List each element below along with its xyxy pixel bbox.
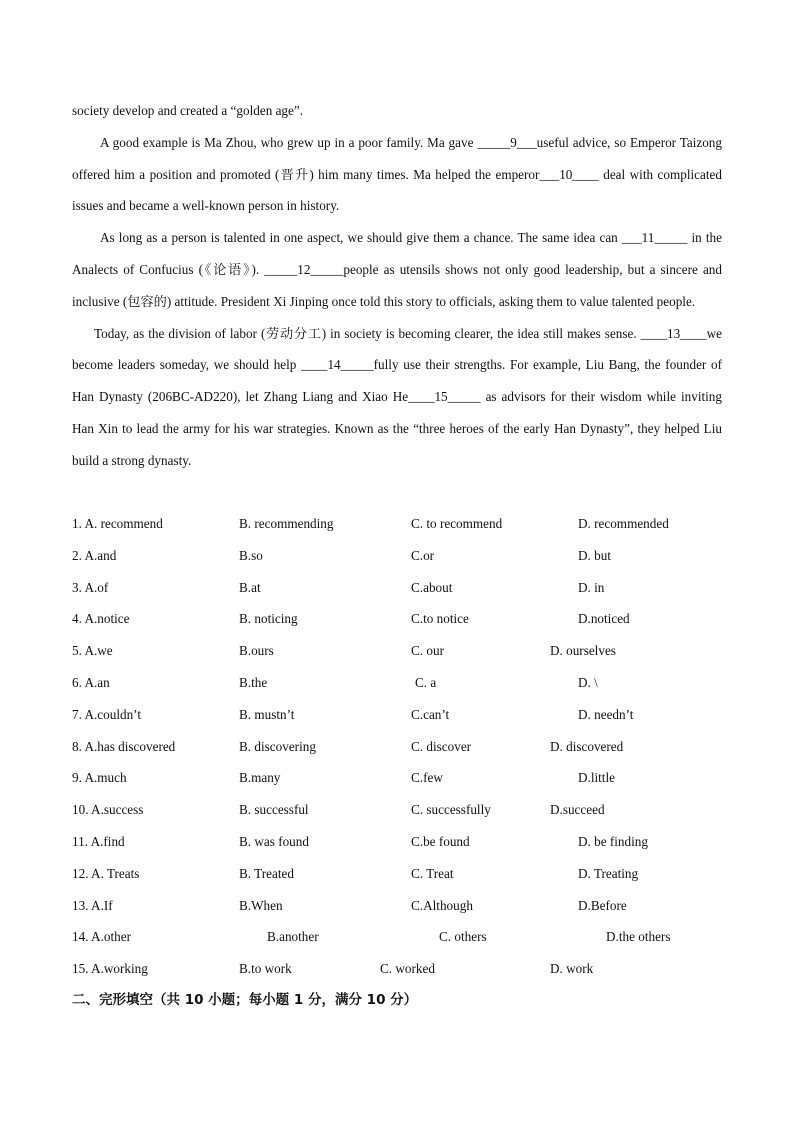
option-a: 5. A.we [72,643,113,659]
option-c: C. to recommend [411,516,503,531]
option-a: 8. A.has discovered [72,738,176,754]
option-b: B.many [239,770,281,786]
option-b: B.at [239,579,261,595]
option-b: B. noticing [239,611,298,627]
option-b: B. successful [239,802,309,818]
option-c: C.about [411,579,453,595]
option-b: B. recommending [239,516,334,531]
option-c: C.or [411,547,435,563]
option-b: B. Treated [239,865,294,881]
option-b: B. was found [239,833,309,849]
option-c: C. successfully [411,802,491,818]
option-a: 1. A. recommend [72,516,163,531]
option-c: C.can’t [411,706,450,722]
section-title: 二、完形填空（共 10 小题；每小题 1 分，满分 10 分） [72,992,418,1008]
question-row [72,508,732,540]
option-a: 7. A.couldn’t [72,706,141,722]
option-d: D.noticed [578,611,630,627]
option-c: C.to notice [411,611,469,627]
paragraph-2: A good example is Ma Zhou, who grew up in a poor family. Ma gave _____9___useful advice, so Emperor Taizong offered him a position and promoted (晋升) him many times. Ma helped the emperor___10____ deal with complicated issues and became a well-known person in history. [72,134,722,214]
question-row [72,826,732,858]
option-c: C. others [439,929,487,945]
option-a: 13. A.If [72,897,113,913]
question-row [72,858,732,890]
option-d: D.Before [578,897,627,913]
option-d: D.succeed [550,802,605,818]
options-list [72,508,732,985]
option-b: B.When [239,897,283,913]
option-d: D. work [550,961,594,977]
question-row [72,762,732,794]
option-c: C. our [411,643,444,659]
option-b: B. discovering [239,738,316,754]
option-b: B.ours [239,643,274,659]
option-a: 14. A.other [72,929,131,945]
option-d: D. \ [578,674,598,690]
option-a: 9. A.much [72,770,127,786]
paragraph-3: As long as a person is talented in one aspect, we should give them a chance. The same idea can ___11_____ in the Analects of Confucius (《论语》). _____12_____people as utensils shows not only good leadership, but a sincere and inclusive (包容的) attitude. President Xi Jinping once told this story to officials, asking them to value talented people. [72,230,722,309]
option-d: D.little [578,770,615,786]
option-b: B. mustn’t [239,706,295,722]
option-d: D. discovered [550,738,624,754]
paragraph-1-tail: society develop and created a “golden age”. [72,103,304,118]
option-c: C. discover [411,738,472,754]
option-a: 2. A.and [72,547,117,563]
option-d: D. but [578,547,611,563]
option-d: D. ourselves [550,643,616,659]
option-d: D.the others [606,929,671,945]
option-d: D. in [578,579,605,595]
question-row [72,921,732,953]
option-d: D. needn’t [578,706,634,722]
question-row [72,667,732,699]
option-c: C.be found [411,833,470,849]
question-row [72,699,732,731]
option-c: C. a [415,674,437,690]
question-row [72,603,732,635]
question-row [72,635,732,667]
option-d: D. recommended [578,516,669,531]
option-a: 3. A.of [72,579,109,595]
question-row [72,794,732,826]
option-c: C. worked [380,961,435,977]
option-c: C.Although [411,897,473,913]
option-a: 10. A.success [72,802,144,818]
question-row [72,953,732,985]
option-d: D. Treating [578,865,639,881]
option-c: C.few [411,770,443,786]
option-b: B.another [267,929,319,945]
option-b: B.to work [239,961,292,977]
option-a: 6. A.an [72,674,110,690]
paragraph-4: Today, as the division of labor (劳动分工) in society is becoming clearer, the idea still makes sense. ____13____we become leaders someday, we should help ____14_____fully use their strengths. For example, Liu Bang, the founder of Han Dynasty (206BC-AD220), let Zhang Liang and Xiao He____15_____ as advisors for their wisdom while inviting Han Xin to lead the army for his war strategies. Known as the “three heroes of the early Han Dynasty”, they helped Liu build a strong dynasty. [72,325,722,468]
option-a: 11. A.find [72,833,125,849]
option-d: D. be finding [578,833,648,849]
option-a: 12. A. Treats [72,865,140,881]
question-row [72,890,732,922]
option-a: 4. A.notice [72,611,130,627]
question-row [72,731,732,763]
passage-body [72,95,722,477]
option-c: C. Treat [411,865,454,881]
question-row [72,572,732,604]
option-a: 15. A.working [72,961,148,977]
option-b: B.so [239,547,263,563]
option-b: B.the [239,674,268,690]
question-row [72,540,732,572]
